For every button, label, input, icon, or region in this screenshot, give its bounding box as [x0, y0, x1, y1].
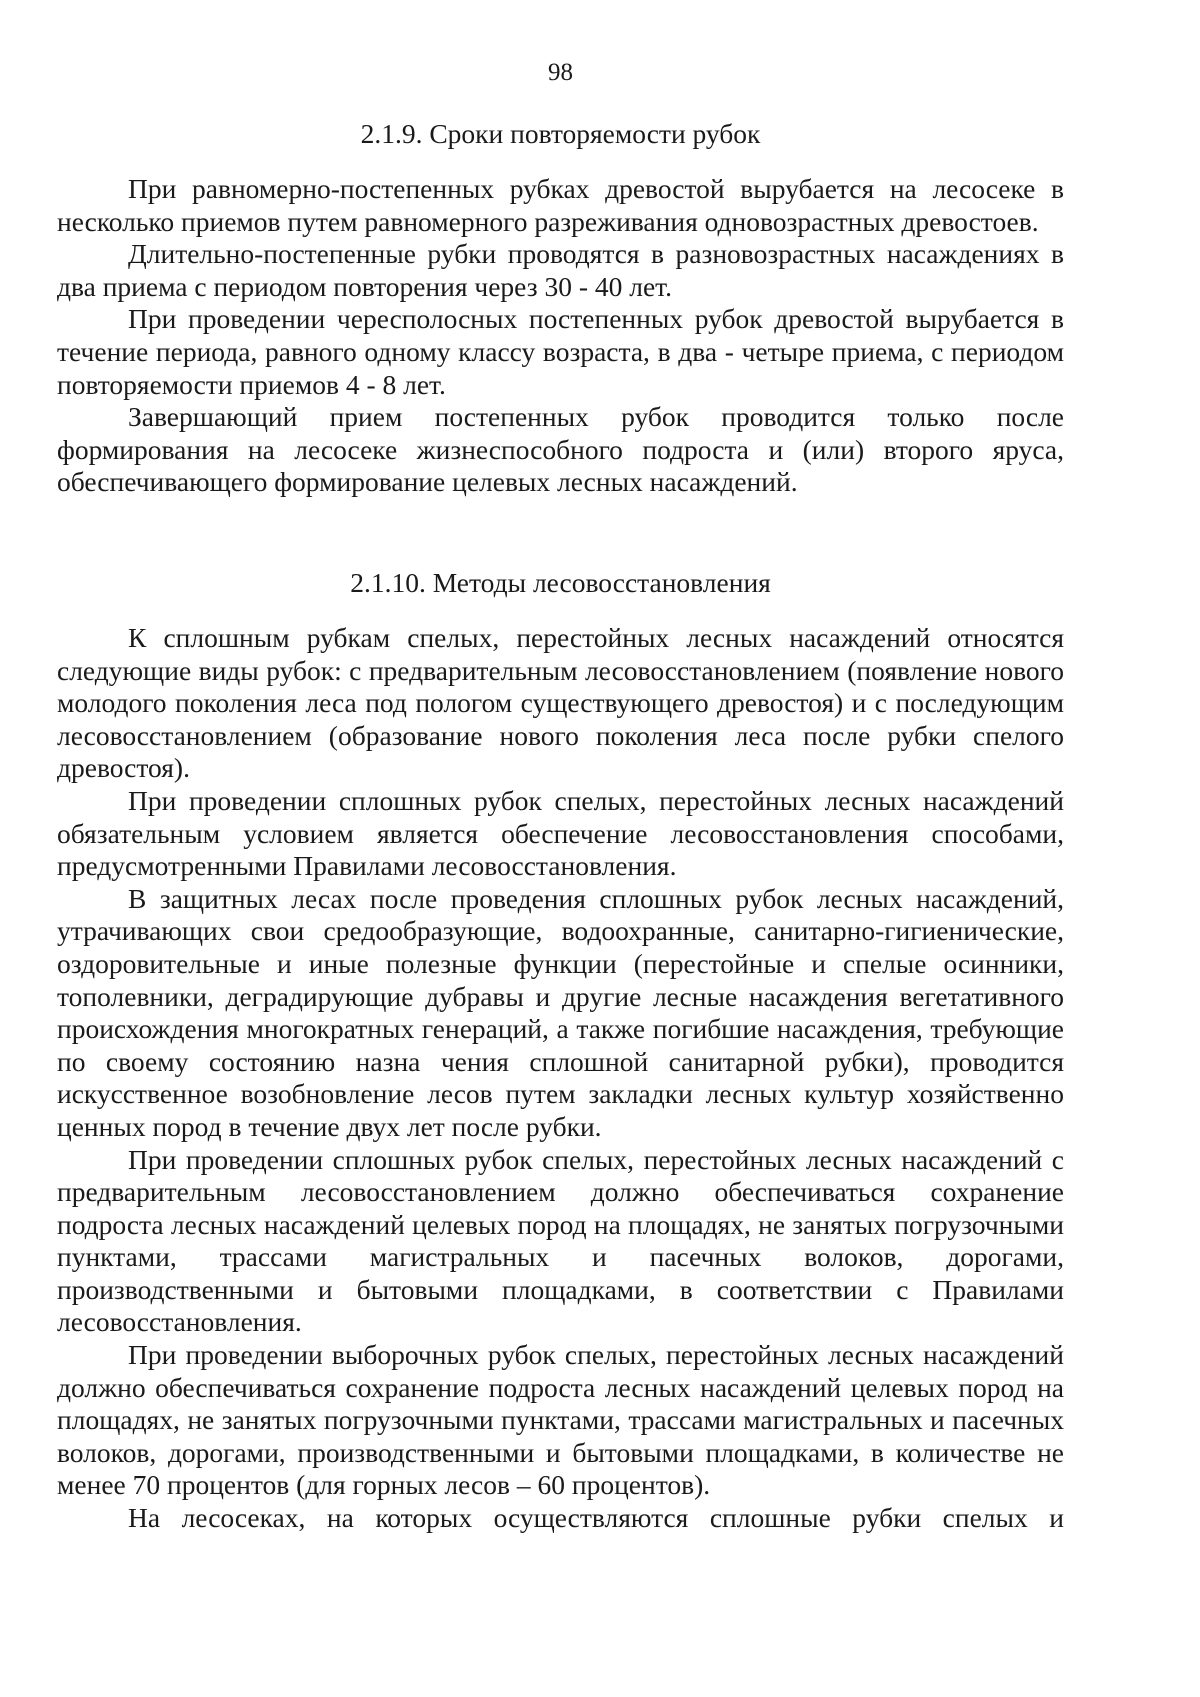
paragraph: Длительно-постепенные рубки проводятся в разновозрастных насаждениях в два приема с периодом повторения через 30 - 40 лет. [57, 238, 1064, 302]
section-heading: 2.1.9. Сроки повторяемости рубок [360, 118, 761, 149]
paragraph: При проведении сплошных рубок спелых, перестойных лесных насаждений обязательным условием является обеспечение лесовосстановления способами, предусмотренными Правилами лесовосстановления. [57, 784, 1064, 882]
paragraph: При проведении сплошных рубок спелых, перестойных лесных насаждений с предварительным лесовосстановлением должно обеспечиваться сохранение подроста лесных насаждений целевых пород на площадях, не занятых погрузочными пунктами, трассами магистральных и пасечных волоков, дорогами, производственными и бытовыми площадками, в соответствии с Правилами лесовосстановления. [57, 1143, 1064, 1338]
paragraph: При равномерно-постепенных рубках древостой вырубается на лесосеке в несколько приемов путем равномерного разреживания одновозрастных древостоев. [57, 173, 1064, 237]
paragraph: К сплошным рубкам спелых, перестойных лесных насаждений относятся следующие виды рубок: с предварительным лесовосстановлением (появление нового молодого поколения леса под пологом существующего древостоя) и с последующим лесовосстановлением (образование нового поколения леса после рубки спелого древостоя). [57, 622, 1064, 784]
paragraph: При проведении выборочных рубок спелых, перестойных лесных насаждений должно обеспечиваться сохранение подроста лесных насаждений целевых пород на площадях, не занятых погрузочными пунктами, трассами магистральных и пасечных волоков, дорогами, производственными и бытовыми площадками, в количестве не менее 70 процентов (для горных лесов – 60 процентов). [57, 1339, 1064, 1501]
section-heading: 2.1.10. Методы лесовосстановления [350, 567, 771, 598]
paragraph: На лесосеках, на которых осуществляются сплошные рубки спелых и [128, 1502, 1064, 1534]
paragraph: Завершающий прием постепенных рубок проводится только после формирования на лесосеке жизнеспособного подроста и (или) второго яруса, обеспечивающего формирование целевых лесных насаждений. [57, 401, 1064, 498]
section-body [57, 173, 1064, 499]
section-body [57, 622, 1064, 1535]
page-number: 98 [548, 59, 573, 86]
paragraph: В защитных лесах после проведения сплошных рубок лесных насаждений, утрачивающих свои средообразующие, водоохранные, санитарно-гигиенические, оздоровительные и иные полезные функции (перестойные и спелые осинники, тополевники, деградирующие дубравы и другие лесные насаждения вегетативного происхождения многократных генераций, а также погибшие насаждения, требующие по своему состоянию назна чения сплошной санитарной рубки), проводится искусственное возобновление лесов путем закладки лесных культур хозяйственно ценных пород в течение двух лет после рубки. [57, 882, 1064, 1142]
paragraph: При проведении чересполосных постепенных рубок древостой вырубается в течение периода, равного одному классу возраста, в два - четыре приема, с периодом повторяемости приемов 4 - 8 лет. [57, 303, 1064, 400]
